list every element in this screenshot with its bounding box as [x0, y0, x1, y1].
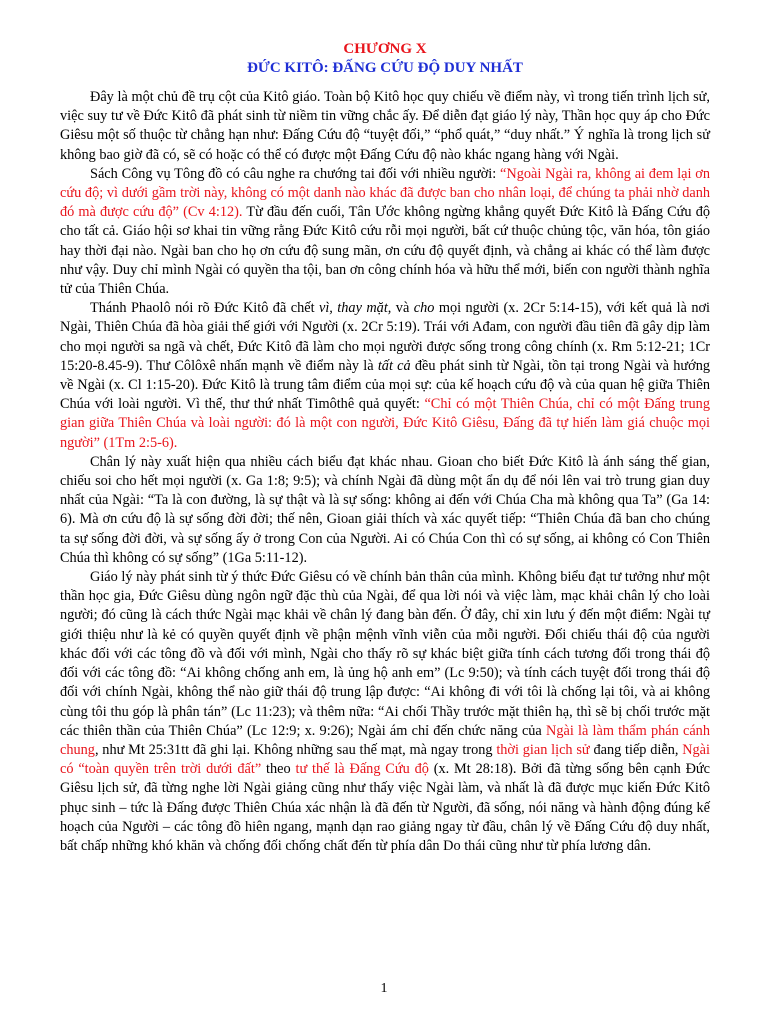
paragraph-5	[60, 568, 710, 856]
italic-term-3: tất cả	[377, 357, 411, 374]
paragraph-5-text-a: Giáo lý này phát sinh từ ý thức Đức Giêsu có về chính bản thân của mình. Không biểu đạt tư tưởng như một thần học gia, Đức Giêsu dùng ngôn ngữ đặc thù của Ngài, để qua lời nói và việc làm, mạc khải chân lý cho loài người; đó cũng là cách thức Ngài mạc khải về chân lý đang bàn đến. Ở đây, chỉ xin lưu ý đến một điểm: Ngài tự giới thiệu như là kẻ có quyền quyết định về phận mệnh vĩnh viễn của mỗi người. Đối chiếu thái độ của người khác đối với các tông đồ và đối với mình, Ngài cho thấy rõ sự khác biệt giữa tính cách tương đối trong thái độ đối với các tông đồ: “Ai không chống anh em, là ủng hộ anh em” (Lc 9:50); và tính cách tuyệt đối trong thái độ đối với chính Ngài, không thể nào giữ thái độ trung lập được: “Ai không đi với tôi là chống lại tôi, và ai không cùng tôi thu góp là phân tán” (Lc 11:23); và thêm nữa: “Ai chối Thầy trước mặt thiên hạ, thì sẽ bị chối trước mặt các thiên thần của Thiên Chúa” (Lc 12:9; x. 9:26); Ngài ám chỉ đến chức năng của	[60, 569, 710, 739]
paragraph-5-text-b: , như Mt 25:31tt đã ghi lại. Không những sau thế mạt, mà ngay trong	[94, 741, 497, 758]
paragraph-3-text-a: Thánh Phaolô nói rõ Đức Kitô đã chết	[90, 300, 319, 317]
paragraph-3-text-b: và	[391, 300, 414, 317]
timothy-quote: “Chỉ có một Thiên Chúa, chỉ có một Đấng trung gian giữa Thiên Chúa và loài người: đó là một con người, Đức Kitô Giêsu, Đấng đã tự hiến làm giá chuộc mọi người” (1Tm 2:5-6).	[60, 396, 710, 451]
highlight-authority: Ngài có “toàn quyền trên trời dưới đất”	[60, 741, 710, 778]
paragraph-2-intro: Sách Công vụ Tông đồ có câu nghe ra chướng tai đối với nhiều người:	[90, 165, 501, 182]
italic-term-2: cho	[413, 300, 435, 317]
highlight-savior: tư thế là Đấng Cứu độ	[295, 761, 429, 778]
chapter-heading	[60, 40, 710, 78]
paragraph-3-text-d: đều phát sinh từ Ngài, tồn tại trong Ngài và hướng về Ngài (x. Cl 1:15-20). Đức Kitô là trung tâm điểm của mọi sự: của kế hoạch cứu độ và của quan hệ giữa Thiên Chúa với loài người. Vì thế, thư thứ nhất Timôthê quả quyết:	[60, 357, 710, 413]
acts-quote: “Ngoài Ngài ra, không ai đem lại ơn cứu độ; vì dưới gầm trời này, không có một danh nào khác đã được ban cho nhân loại, để chúng ta phải nhờ danh đó mà được cứu độ” (Cv 4:12).	[60, 165, 710, 221]
paragraph-5-text-d: theo	[261, 761, 296, 778]
paragraph-4: Chân lý này xuất hiện qua nhiều cách biểu đạt khác nhau. Gioan cho biết Đức Kitô là ánh sáng thế gian, chiếu soi cho hết mọi người (x. Ga 1:8; 9:5); và chính Ngài đã dùng một ẩn dụ để nói lên vai trò trung gian duy nhất của Ngài: “Ta là con đường, là sự thật và là sự sống: không ai đến với Chúa Cha mà không qua Ta” (Ga 14: 6). Mà ơn cứu độ là sự sống đời đời; thế nên, Gioan giải thích và xác quyết tiếp: “Thiên Chúa đã ban cho chúng ta sự sống đời đời, và sự sống ấy ở trong Con của Người. Ai có Chúa Con thì có sự sống, ai không có Con Thiên Chúa thì không có sự sống” (1Ga 5:11-12).	[60, 453, 710, 566]
page-number: 1	[380, 981, 388, 996]
paragraph-3-text-c: mọi người (x. 2Cr 5:14-15), với kết quả là nơi Ngài, Thiên Chúa đã hòa giải thế giới với Người (x. 2Cr 5:19). Trái với Ađam, con người đầu tiên đã gây dịp làm cho mọi người sa ngã và chết, Đức Kitô đã làm cho mọi người được sống trong công chính (x. Rm 5:12-21; 1Cr 15:20-8.45-9). Thư Côlôxê nhấn mạnh về điểm này là	[60, 300, 711, 374]
paragraph-3	[60, 299, 710, 453]
highlight-history: thời gian lịch sử	[496, 741, 590, 758]
chapter-title: CHƯƠNG X	[343, 41, 427, 57]
paragraph-1: Đây là một chủ đề trụ cột của Kitô giáo. Toàn bộ Kitô học quy chiếu về điểm này, vì trong tiến trình lịch sử, việc suy tư về Đức Kitô đã phát sinh từ niềm tin vững chắc ấy. Để diễn đạt giáo lý này, Thần học quy áp cho Đức Giêsu một số thuộc từ chẳng hạn như: Đấng Cứu độ “tuyệt đối,” “phổ quát,” “duy nhất.” Ý nghĩa là trong lịch sử không bao giờ đã có, sẽ có hoặc có thể có được một Đấng Cứu độ nào khác ngang hàng với Ngài.	[60, 89, 710, 163]
italic-term-1: vì, thay mặt,	[318, 300, 392, 317]
chapter-subtitle: ĐỨC KITÔ: ĐẤNG CỨU ĐỘ DUY NHẤT	[247, 60, 523, 76]
paragraph-2	[60, 165, 710, 299]
paragraph-5-text-e: (x. Mt 28:18). Bởi đã từng sống bên cạnh Đức Giêsu lịch sử, đã từng nghe lời Ngài giảng cũng như thấy việc Ngài làm, và nhất là đã được mục kiến Đức Kitô phục sinh – tức là Đấng được Thiên Chúa xác nhận là đã đến từ Người, đã sống, nói năng và hành động đúng kế hoạch của Người – các tông đồ hiên ngang, mạnh dạn rao giảng ngay từ đầu, chân lý về Đấng Cứu độ duy nhất, bất chấp những khó khăn và chống đối chống chất đến từ phía dân Do thái cũng như từ phía lương dân.	[60, 761, 710, 854]
paragraph-2-text: Từ đầu đến cuối, Tân Ước không ngừng khẳng quyết Đức Kitô là Đấng Cứu độ cho tất cả. Giáo hội sơ khai tin vững rằng Đức Kitô cứu rỗi mọi người, bất cứ thuộc chủng tộc, văn hóa, tôn giáo hay thời đại nào. Ngài ban cho họ ơn cứu độ sung mãn, ơn cứu độ quyết định, và chẳng ai khác có thể làm được như vậy. Duy chỉ mình Ngài có quyền tha tội, ban ơn công chính hóa và hữu thể mới, biến con người thành nghĩa tử của Thiên Chúa.	[60, 204, 710, 298]
highlight-judge: Ngài là làm thẩm phán cánh chung	[60, 722, 710, 758]
paragraph-5-text-c: đang tiếp diễn,	[589, 741, 683, 758]
chapter-body	[60, 88, 710, 856]
